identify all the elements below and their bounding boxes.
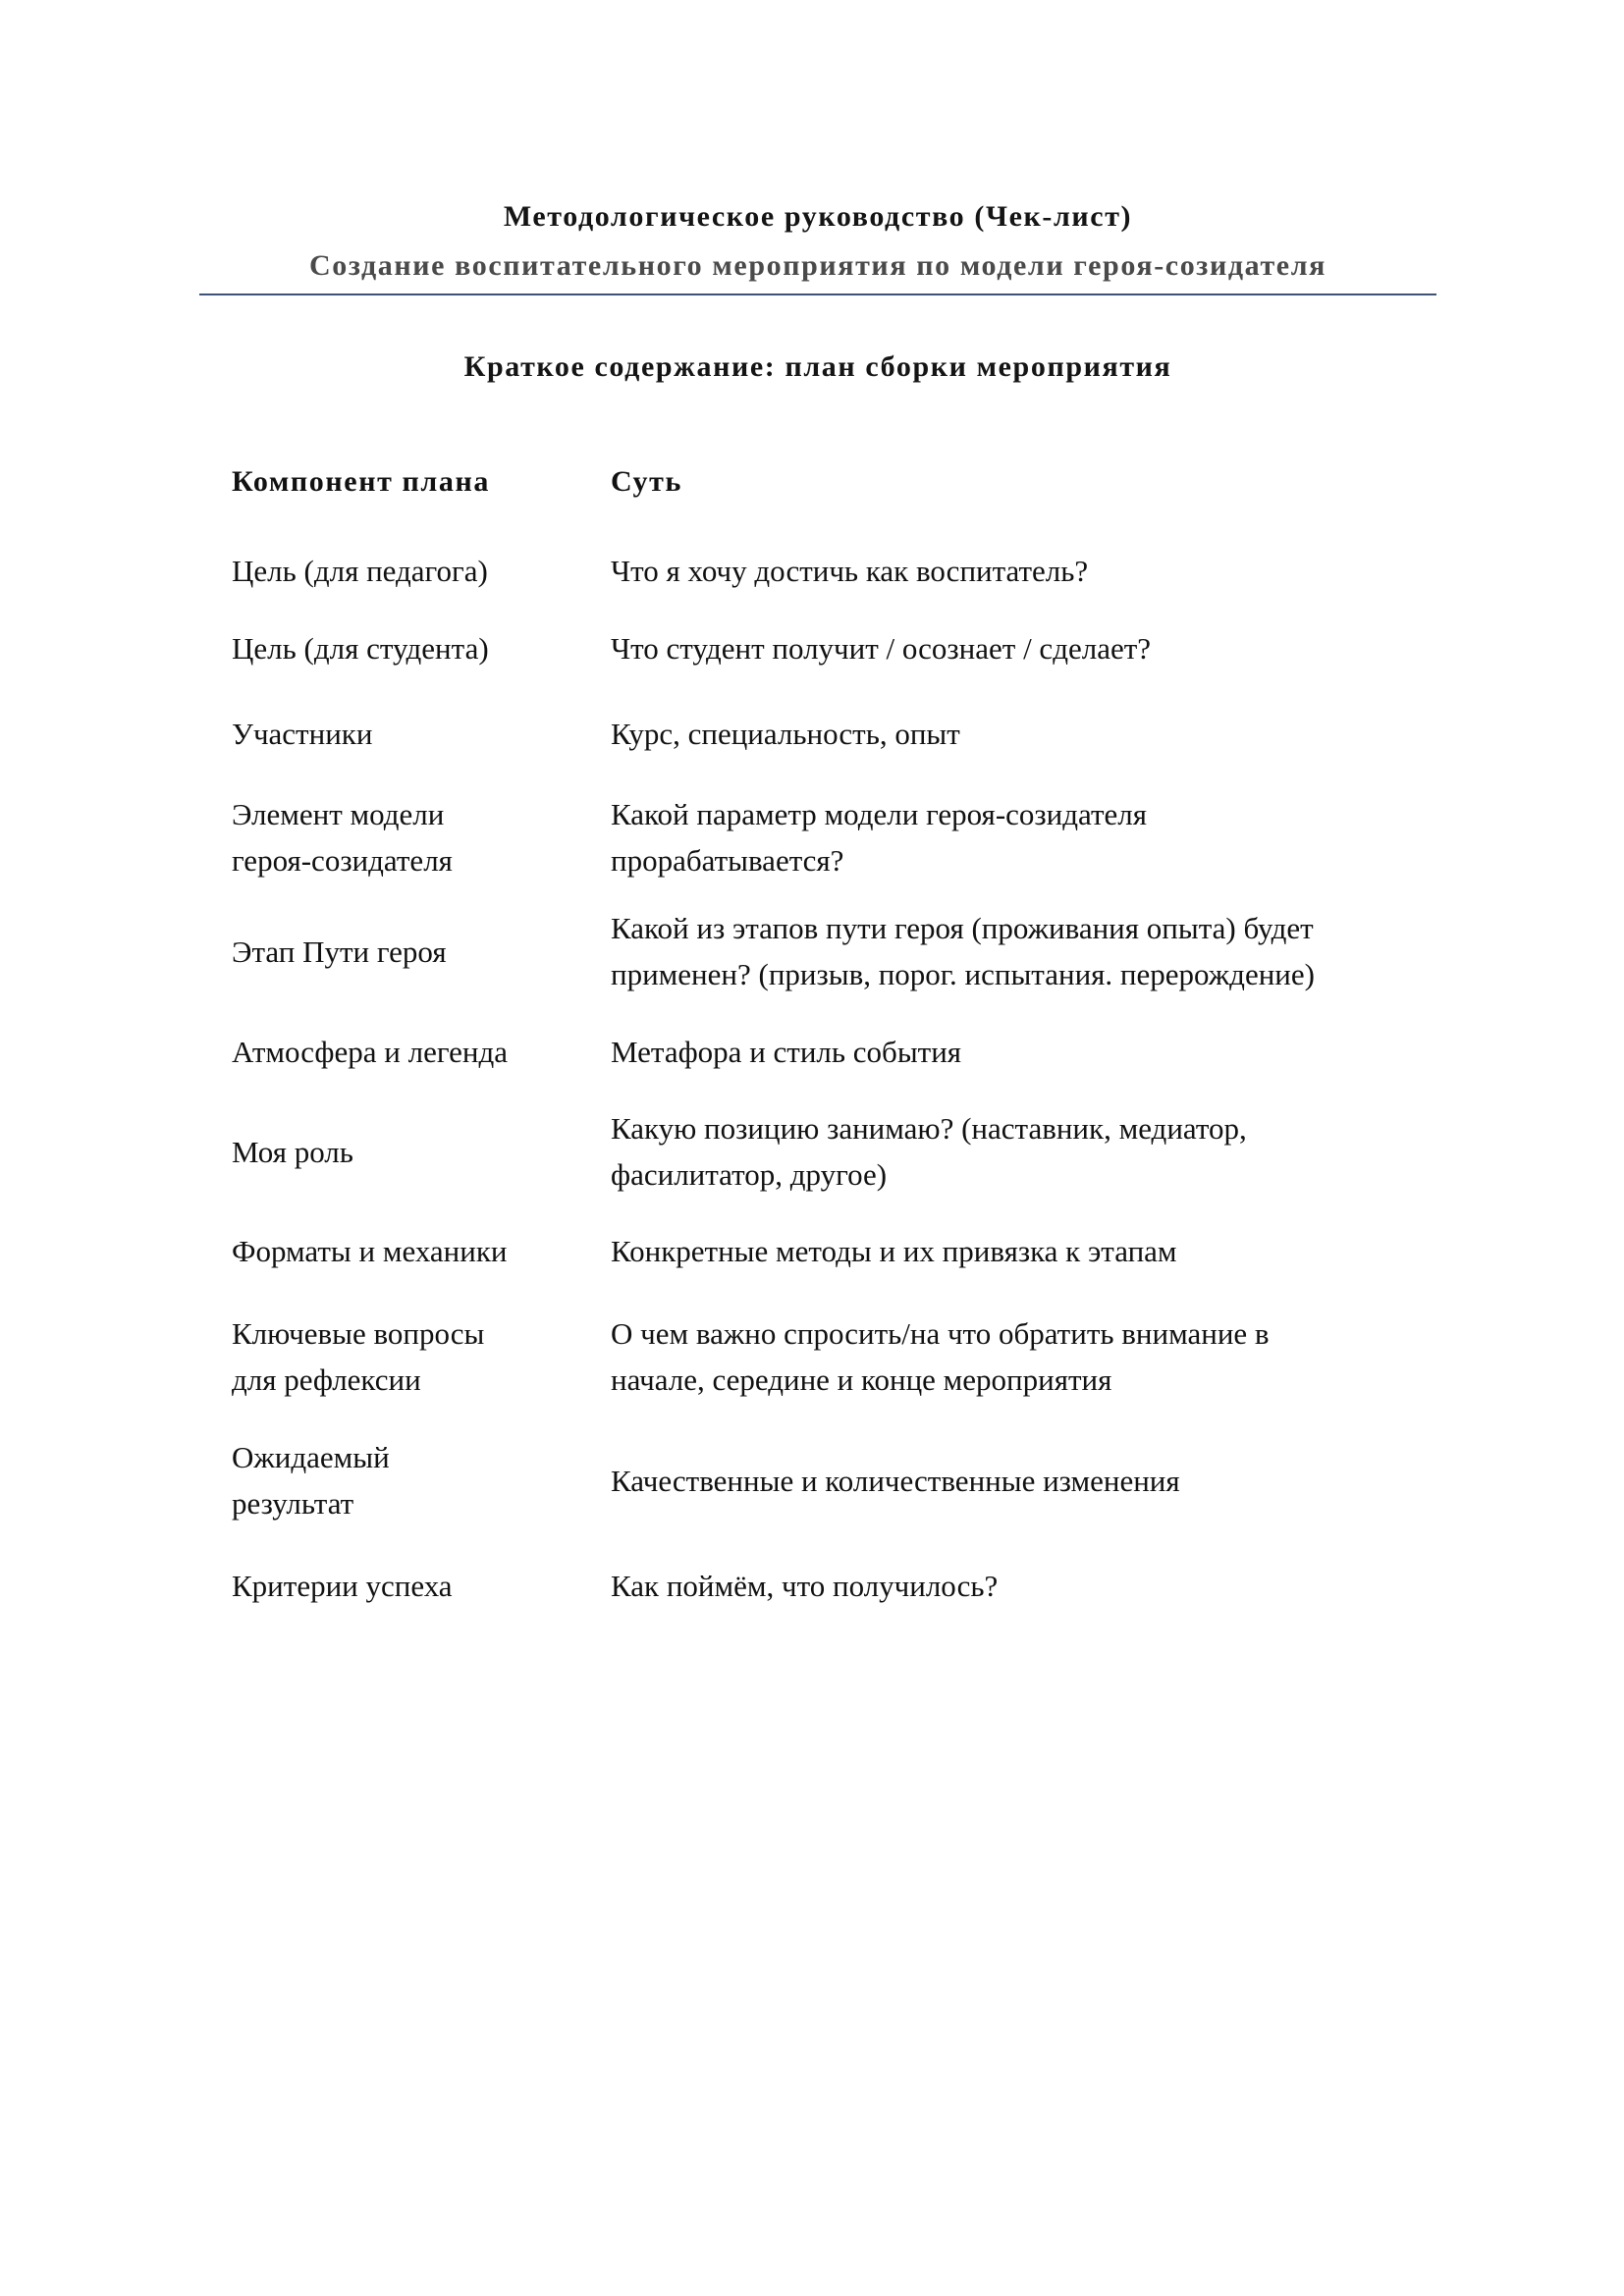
component-cell: Критерии успеха bbox=[232, 1568, 453, 1603]
table-header-row bbox=[232, 452, 1410, 510]
table-row bbox=[232, 1541, 1410, 1629]
table-row bbox=[232, 609, 1410, 687]
essence-cell: Какой параметр модели героя-созидателя прорабатывается? bbox=[611, 797, 1147, 878]
header-divider bbox=[199, 294, 1436, 295]
table-row bbox=[232, 1007, 1410, 1095]
section-title: Краткое содержание: план сборки мероприятия bbox=[463, 350, 1172, 383]
component-cell: Атмосфера и легенда bbox=[232, 1034, 509, 1069]
component-cell: Ожидаемый результат bbox=[232, 1440, 390, 1521]
component-cell: Форматы и механики bbox=[232, 1233, 508, 1268]
table-row bbox=[232, 1294, 1410, 1419]
table-row bbox=[232, 532, 1410, 609]
essence-cell: Как поймём, что получилось? bbox=[611, 1568, 999, 1603]
document-subtitle: Создание воспитательного мероприятия по модели героя-созидателя bbox=[309, 249, 1326, 282]
table-row bbox=[232, 1207, 1410, 1294]
essence-cell: О чем важно спросить/на что обратить внимание в начале, середине и конце мероприятия bbox=[611, 1316, 1270, 1397]
component-cell: Цель (для педагога) bbox=[232, 553, 488, 588]
table-row bbox=[232, 687, 1410, 779]
plan-table bbox=[232, 452, 1410, 1629]
component-cell: Ключевые вопросы для рефлексии bbox=[232, 1316, 485, 1397]
document-header bbox=[199, 192, 1436, 291]
component-cell: Цель (для студента) bbox=[232, 630, 489, 666]
component-cell: Этап Пути героя bbox=[232, 934, 447, 969]
column-header-essence: Суть bbox=[611, 464, 682, 498]
essence-cell: Конкретные методы и их привязка к этапам bbox=[611, 1233, 1177, 1268]
component-cell: Элемент модели героя-созидателя bbox=[232, 797, 453, 878]
essence-cell: Метафора и стиль события bbox=[611, 1034, 962, 1069]
column-header-component: Компонент плана bbox=[232, 464, 490, 498]
component-cell: Участники bbox=[232, 716, 373, 751]
essence-cell: Курс, специальность, опыт bbox=[611, 716, 960, 751]
essence-cell: Какой из этапов пути героя (проживания опыта) будет применен? (призыв, порог. испытания. перерождение) bbox=[611, 911, 1315, 991]
table-row bbox=[232, 1419, 1410, 1541]
essence-cell: Что студент получит / осознает / сделает? bbox=[611, 630, 1152, 666]
essence-cell: Качественные и количественные изменения bbox=[611, 1463, 1180, 1498]
table-row bbox=[232, 779, 1410, 895]
table-row bbox=[232, 895, 1410, 1007]
essence-cell: Что я хочу достичь как воспитатель? bbox=[611, 553, 1089, 588]
essence-cell: Какую позицию занимаю? (наставник, медиатор, фасилитатор, другое) bbox=[611, 1111, 1247, 1192]
document-title: Методологическое руководство (Чек-лист) bbox=[503, 200, 1133, 233]
component-cell: Моя роль bbox=[232, 1134, 353, 1169]
table-row bbox=[232, 1095, 1410, 1207]
